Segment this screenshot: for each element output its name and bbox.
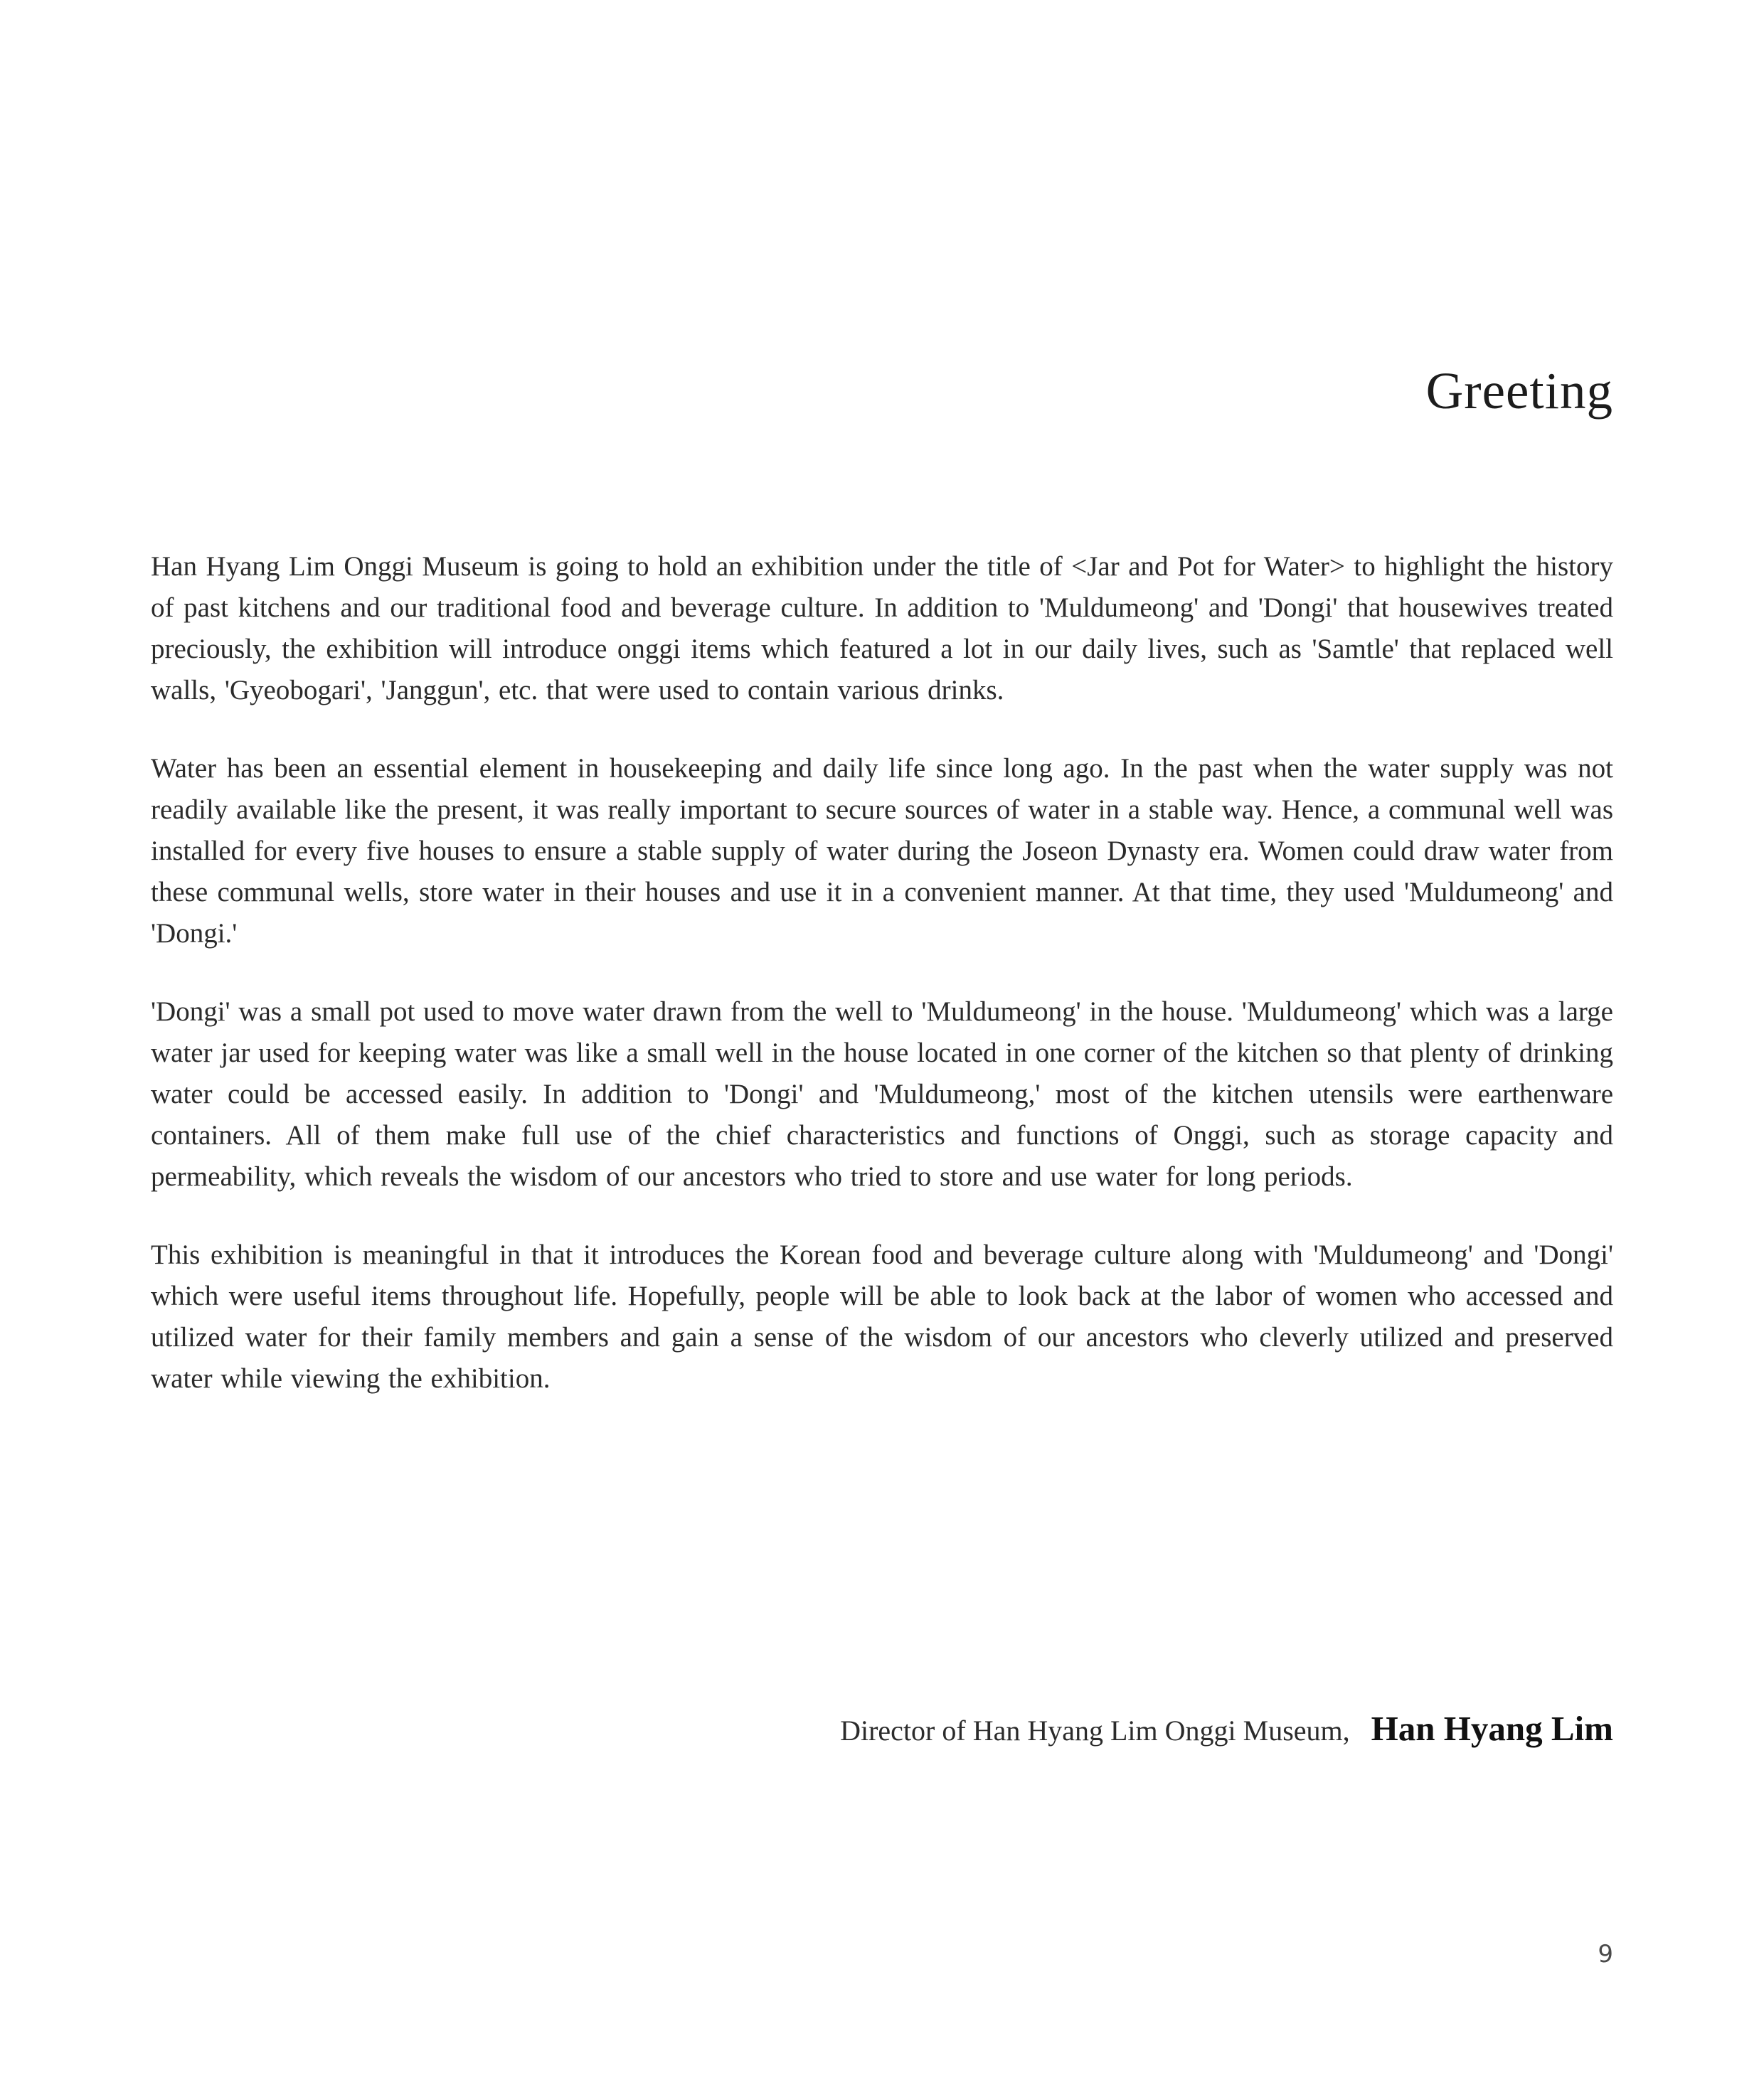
paragraph-4: This exhibition is meaningful in that it introduces the Korean food and beverage culture along with 'Muldumeong' and 'Dongi' which were useful items throughout life. Hopefully, people will be able to look back at the labor of women who accessed and utilized water for their family members and gain a sense of the wisdom of our ancestors who cleverly utilized and preserved water while viewing the exhibition. (151, 1240, 1613, 1394)
body-text (151, 546, 1613, 1437)
signature-name: Han Hyang Lim (1371, 1709, 1613, 1748)
paragraph-1: Han Hyang Lim Onggi Museum is going to hold an exhibition under the title of <Jar and Pot for Water> to highlight the history of past kitchens and our traditional food and beverage culture. In addition to 'Muldumeong' and 'Dongi' that housewives treated preciously, the exhibition will introduce onggi items which featured a lot in our daily lives, such as 'Samtle' that replaced well walls, 'Gyeobogari', 'Janggun', etc. that were used to contain various drinks. (151, 551, 1613, 705)
signature-role: Director of Han Hyang Lim Onggi Museum, (840, 1715, 1350, 1747)
paragraph-2: Water has been an essential element in housekeeping and daily life since long ago. In the past when the water supply was not readily available like the present, it was really important to secure sources of water in a stable way. Hence, a communal well was installed for every five houses to ensure a stable supply of water during the Joseon Dynasty era. Women could draw water from these communal wells, store water in their houses and use it in a convenient manner. At that time, they used 'Muldumeong' and 'Dongi.' (151, 753, 1613, 949)
paragraph-3: 'Dongi' was a small pot used to move water drawn from the well to 'Muldumeong' in the house. 'Muldumeong' which was a large water jar used for keeping water was like a small well in the house located in one corner of the kitchen so that plenty of drinking water could be accessed easily. In addition to 'Dongi' and 'Muldumeong,' most of the kitchen utensils were earthenware containers. All of them make full use of the chief characteristics and functions of Onggi, such as storage capacity and permeability, which reveals the wisdom of our ancestors who tried to store and use water for long periods. (151, 996, 1613, 1192)
page-number: 9 (1598, 1940, 1613, 1968)
signature-line (151, 1708, 1613, 1749)
page-title: Greeting (1425, 362, 1613, 420)
